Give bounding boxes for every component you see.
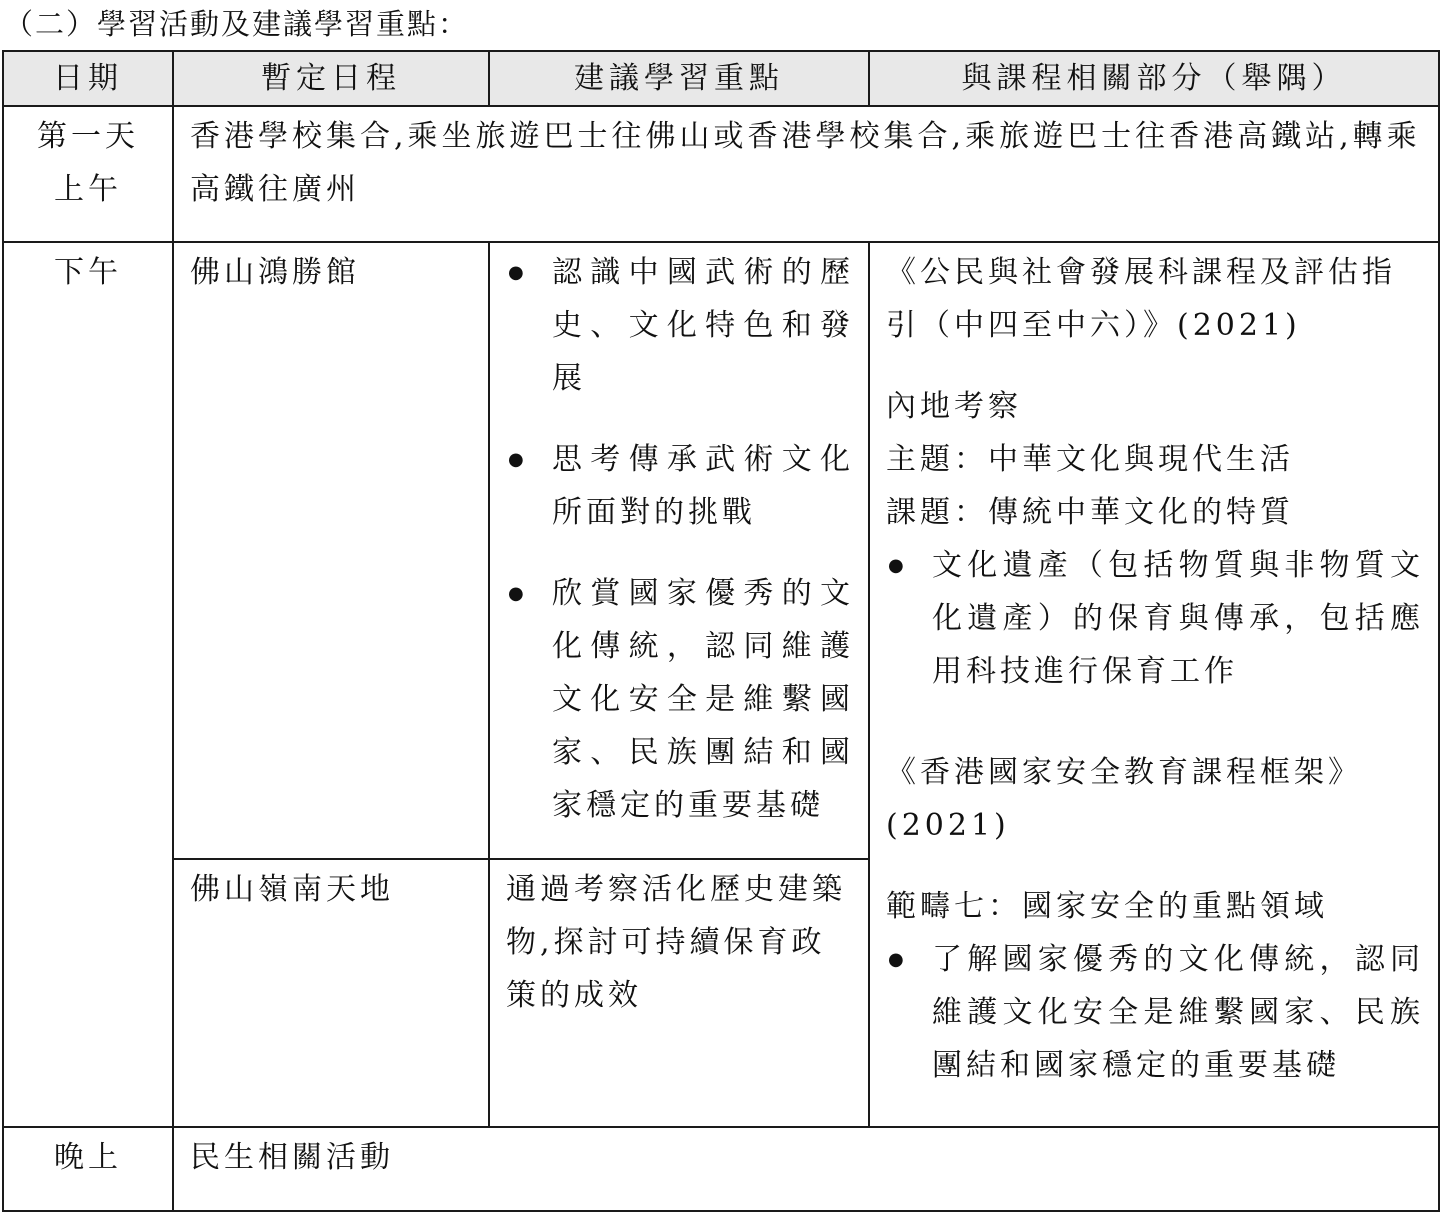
- date-cell-afternoon: [3, 242, 173, 1127]
- curriculum-domain: 範疇七：國家安全的重點領域: [886, 889, 1328, 924]
- curriculum-topic: 課題：傳統中華文化的特質: [886, 495, 1294, 530]
- curriculum-cell: [869, 242, 1439, 1127]
- row-evening: [3, 1127, 1439, 1211]
- schedule-hung-sing-text: 佛山鴻勝館: [190, 255, 360, 290]
- curriculum-section: 內地考察: [886, 389, 1022, 424]
- curriculum-theme: 主題：中華文化與現代生活: [886, 442, 1294, 477]
- header-focus: 建議學習重點: [489, 51, 869, 106]
- focus-point-3: ● 欣賞國家優秀的文化傳統，認同維護文化安全是維繫國家、民族團結和國家穩定的重要基礎: [506, 567, 854, 832]
- curriculum-doc2-title-2: (2021): [886, 808, 1010, 843]
- curriculum-doc1-title: 《公民與社會發展科課程及評估指引（中四至中六）》(2021): [886, 255, 1396, 343]
- morning-schedule-text: 香港學校集合,乘坐旅遊巴士往佛山或香港學校集合,乘旅遊巴士往香港高鐵站,轉乘高鐵往廣州: [190, 119, 1421, 207]
- row-afternoon-1: [3, 242, 1439, 859]
- date-cell-evening: [3, 1127, 173, 1211]
- header-schedule: 暫定日程: [173, 51, 489, 106]
- date-evening: 晚上: [54, 1140, 122, 1175]
- schedule-lingnan: [173, 859, 489, 1127]
- section-heading: （二）學習活動及建議學習重點：: [4, 7, 470, 41]
- curriculum-bullet-1: ● 文化遺產（包括物質與非物質文化遺產）的保育與傳承，包括應用科技進行保育工作: [886, 539, 1424, 698]
- date-cell-day1-morning: [3, 106, 173, 242]
- focus-hung-sing: [489, 242, 869, 859]
- curriculum-bullet-2: ● 了解國家優秀的文化傳統，認同維護文化安全是維繫國家、民族團結和國家穩定的重要基礎: [886, 933, 1424, 1092]
- schedule-hung-sing: [173, 242, 489, 859]
- schedule-day1-morning: [173, 106, 1439, 242]
- date-afternoon: 下午: [54, 255, 122, 290]
- focus-lingnan-text: 通過考察活化歷史建築物,探討可持續保育政策的成效: [506, 872, 846, 1013]
- header-curriculum: 與課程相關部分（舉隅）: [869, 51, 1439, 106]
- date-morning: 上午: [54, 172, 122, 207]
- curriculum-doc2-title-1: 《香港國家安全教育課程框架》: [886, 755, 1362, 790]
- table-header-row: [3, 51, 1439, 106]
- focus-lingnan: [489, 859, 869, 1127]
- row-day1-morning: [3, 106, 1439, 242]
- evening-schedule-text: 民生相關活動: [190, 1140, 394, 1175]
- date-day1: 第一天: [37, 119, 139, 154]
- header-date: 日期: [3, 51, 173, 106]
- schedule-evening: [173, 1127, 1439, 1211]
- focus-point-1: ● 認識中國武術的歷史、文化特色和發展: [506, 246, 854, 405]
- focus-point-2: ● 思考傳承武術文化所面對的挑戰: [506, 433, 854, 539]
- schedule-lingnan-text: 佛山嶺南天地: [190, 872, 394, 907]
- itinerary-table: [2, 50, 1440, 1212]
